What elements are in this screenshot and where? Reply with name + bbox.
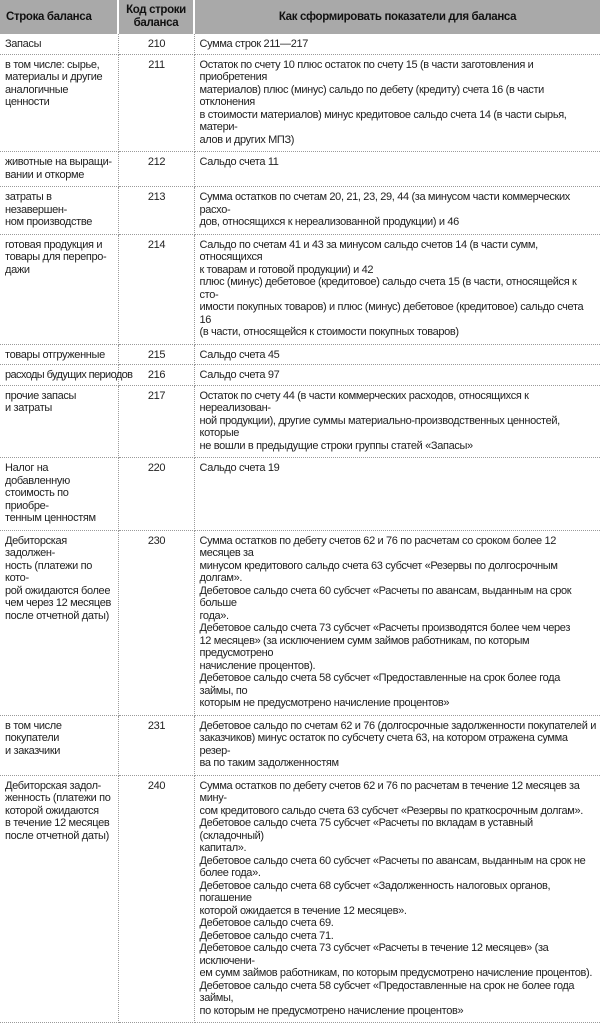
row-code: 216 [118,365,194,386]
header-balance-line: Строка баланса [0,0,118,34]
row-code: 212 [118,152,194,187]
row-code: 213 [118,187,194,235]
row-code: 220 [118,458,194,531]
header-row [0,0,600,34]
row-code: 230 [118,530,194,715]
row-name: в том числе: сырье, материалы и другие аналогичные ценности [0,54,118,152]
row-code: 211 [118,54,194,152]
table-row [0,54,600,152]
row-name: в том числе покупатели и заказчики [0,715,118,775]
table-row [0,152,600,187]
row-code: 215 [118,344,194,365]
table-row [0,458,600,531]
row-name: животные на выращи- вании и откорме [0,152,118,187]
row-name: затраты в незавершен- ном производстве [0,187,118,235]
row-description: Остаток по счету 10 плюс остаток по счету 15 (в части заготовления и приобретения материалов) плюс (минус) сальдо по дебету (кредиту) счета 16 (в части отклонения в стоимости материалов) минус кредитовое сальдо счета 14 (в части сырья, матери- алов и других МПЗ) [194,54,600,152]
row-name: Дебиторская задол- женность (платежи по которой ожидаются в течение 12 месяцев после отчетной даты) [0,775,118,1023]
row-description: Сумма остатков по счетам 20, 21, 23, 29, 44 (за минусом части коммерческих расхо- дов, относящихся к нереализованной продукции) и 46 [194,187,600,235]
table-row [0,365,600,386]
header-how-to-form: Как сформировать показатели для баланса [194,0,600,34]
row-name: расходы будущих периодов [0,365,118,386]
table-row [0,34,600,54]
row-description: Сумма остатков по дебету счетов 62 и 76 по расчетам в течение 12 месяцев за мину- сом кредитового сальдо счета 63 субсчет «Резервы по краткосрочным долгам». Дебетовое сальдо счета 75 субсчет «Расчеты по вкладам в уставный (складочный) капитал». Дебетовое сальдо счета 60 субсчет «Расчеты по авансам, выданным на срок не более года». Дебетовое сальдо счета 68 субсчет «Задолженность налоговых органов, погашение которой ожидается в течение 12 месяцев». Дебетовое сальдо счета 69. Дебетовое сальдо счета 71. Дебетовое сальдо счета 73 субсчет «Расчеты в течение 12 месяцев» (за исключени- ем сумм займов работникам, по которым предусмотрено начисление процентов). Дебетовое сальдо счета 58 субсчет «Предоставленные на срок не более года займы, по которым не предусмотрено начисление процентов» [194,775,600,1023]
row-code: 214 [118,234,194,344]
table-row [0,530,600,715]
row-name: Запасы [0,34,118,54]
table-row [0,715,600,775]
row-code: 210 [118,34,194,54]
row-name: готовая продукция и товары для перепро- дажи [0,234,118,344]
row-description: Сальдо счета 11 [194,152,600,187]
row-name: Налог на добавленную стоимость по приобре- тенным ценностям [0,458,118,531]
row-name: прочие запасы и затраты [0,385,118,458]
table-row [0,385,600,458]
table-row [0,775,600,1023]
row-description: Сальдо счета 45 [194,344,600,365]
row-description: Остаток по счету 44 (в части коммерческих расходов, относящихся к нереализован- ной продукции), другие суммы материально-производственных ценностей, которые не вошли в предыдущие строки группы статей «Запасы» [194,385,600,458]
row-name: товары отгруженные [0,344,118,365]
row-description: Сальдо счета 97 [194,365,600,386]
row-code: 240 [118,775,194,1023]
row-code: 217 [118,385,194,458]
row-code: 231 [118,715,194,775]
row-description: Сальдо по счетам 41 и 43 за минусом сальдо счетов 14 (в части сумм, относящихся к товарам и готовой продукции) и 42 плюс (минус) дебетовое (кредитовое) сальдо счета 15 (в части, относящейся к сто- имости покупных товаров) и плюс (минус) дебетовое (кредитовое) сальдо счета 16 (в части, относящейся к стоимости покупных товаров) [194,234,600,344]
row-description: Сумма строк 211—217 [194,34,600,54]
table-row [0,187,600,235]
row-description: Сумма остатков по дебету счетов 62 и 76 по расчетам со сроком более 12 месяцев за минусом кредитового сальдо счета 63 субсчет «Резервы по долгосрочным долгам». Дебетовое сальдо счета 60 субсчет «Расчеты по авансам, выданным на срок больше года». Дебетовое сальдо счета 73 субсчет «Расчеты производятся более чем через 12 месяцев» (за исключением сумм займов работникам, по которым предусмотрено начисление процентов). Дебетовое сальдо счета 58 субсчет «Предоставленные на срок более года займы, по которым не предусмотрено начисление процентов» [194,530,600,715]
table-row [0,344,600,365]
row-description: Сальдо счета 19 [194,458,600,531]
table-row [0,234,600,344]
row-description: Дебетовое сальдо по счетам 62 и 76 (долгосрочные задолженности покупателей и заказчиков) минус остаток по субсчету счета 63, на котором отражена сумма резер- ва по таким задолженностям [194,715,600,775]
row-name: Дебиторская задолжен- ность (платежи по кото- рой ожидаются более чем через 12 месяцев после отчетной даты) [0,530,118,715]
header-line-code: Код строки баланса [118,0,194,34]
